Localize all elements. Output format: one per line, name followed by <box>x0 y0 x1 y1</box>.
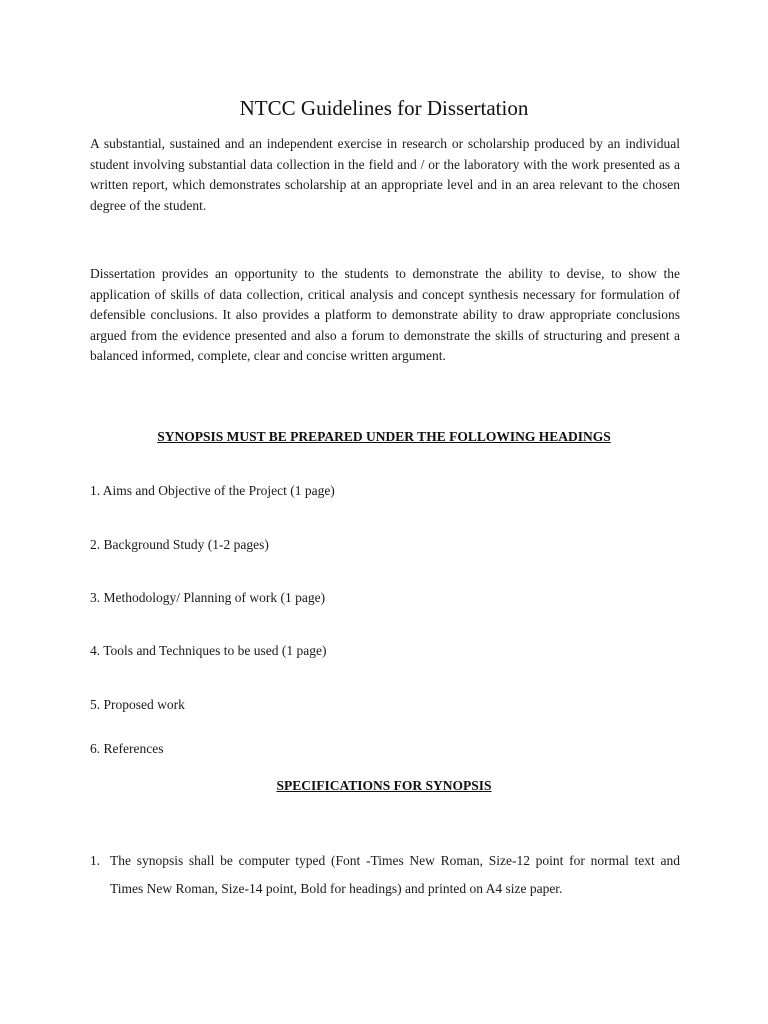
specifications-heading: SPECIFICATIONS FOR SYNOPSIS <box>276 778 492 793</box>
synopsis-heading: SYNOPSIS MUST BE PREPARED UNDER THE FOLLOWING HEADINGS <box>157 429 611 444</box>
synopsis-item: 4. Tools and Techniques to be used (1 page) <box>90 643 327 658</box>
synopsis-item: 2. Background Study (1-2 pages) <box>90 537 269 552</box>
intro-paragraph: A substantial, sustained and an independent exercise in research or scholarship produced by an individual student involving substantial data collection in the field and / or the laboratory with the work presented as a written report, which demonstrates scholarship at an appropriate level and in an area relevant to the chosen degree of the student. <box>90 136 680 213</box>
synopsis-item: 6. References <box>90 741 164 756</box>
synopsis-item: 3. Methodology/ Planning of work (1 page) <box>90 590 326 605</box>
specification-text: The synopsis shall be computer typed (Font -Times New Roman, Size-12 point for normal text and Times New Roman, Size-14 point, Bold for headings) and printed on A4 size paper. <box>110 853 680 896</box>
dissertation-paragraph: Dissertation provides an opportunity to the students to demonstrate the ability to devise, to show the application of skills of data collection, critical analysis and concept synthesis necessary for formulation of defensible conclusions. It also provides a platform to demonstrate ability to draw appropriate conclusions argued from the evidence presented and also a forum to demonstrate the skills of structuring and present a balanced informed, complete, clear and concise written argument. <box>90 266 680 363</box>
specification-number: 1. <box>90 853 101 868</box>
synopsis-item: 1. Aims and Objective of the Project (1 page) <box>90 483 335 498</box>
synopsis-item: 5. Proposed work <box>90 697 185 712</box>
document-title: NTCC Guidelines for Dissertation <box>239 96 529 120</box>
